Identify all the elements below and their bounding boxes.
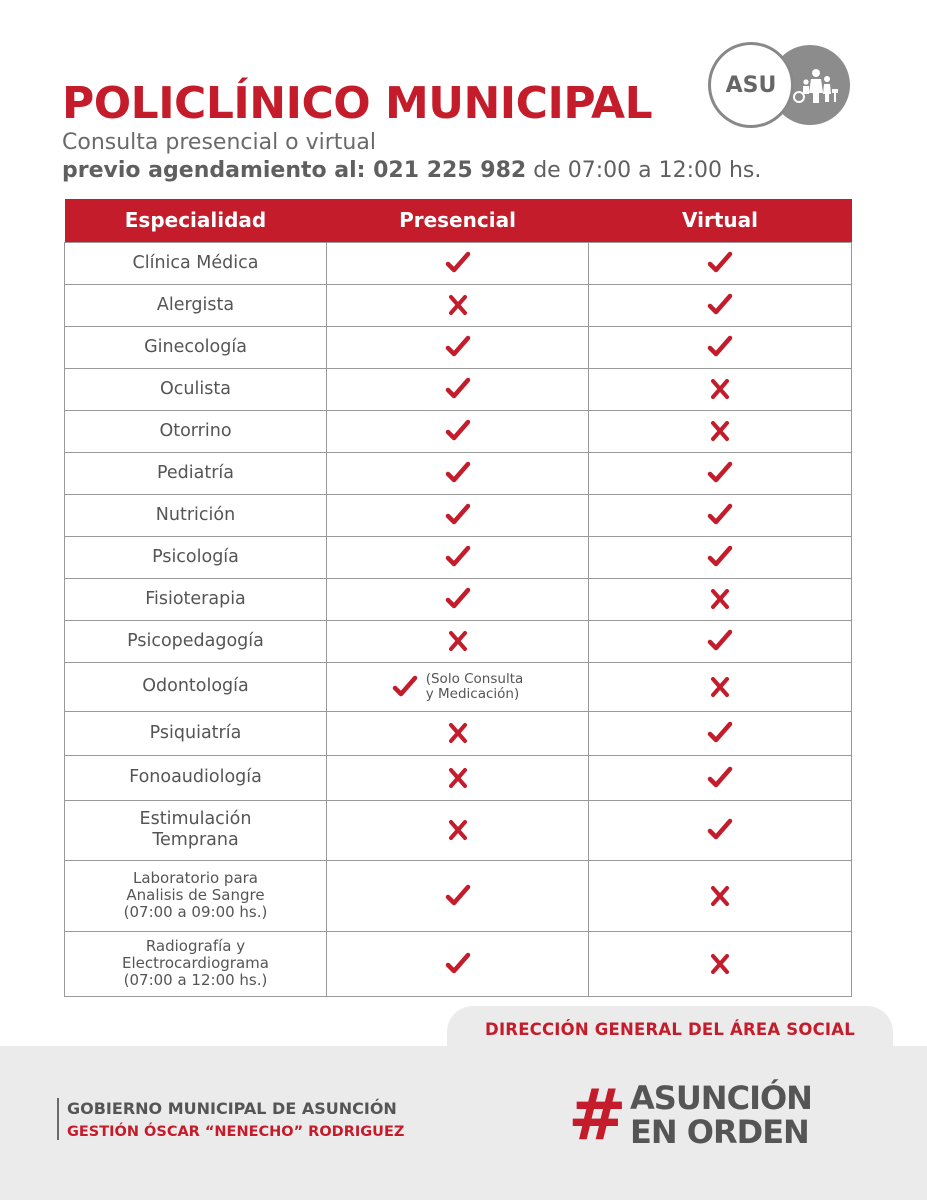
check-mark-icon xyxy=(707,768,733,788)
availability-note-line: y Medicación) xyxy=(425,685,520,702)
cell-virtual xyxy=(589,410,852,452)
check-mark-icon xyxy=(707,820,733,840)
cell-presencial xyxy=(327,800,589,860)
specialty-name xyxy=(65,242,327,284)
cell-virtual xyxy=(589,536,852,578)
cell-presencial xyxy=(327,860,589,931)
gov-line-1: GOBIERNO MUNICIPAL DE ASUNCIÓN xyxy=(67,1099,397,1118)
x-mark-icon xyxy=(707,954,733,974)
asu-logo xyxy=(708,42,850,128)
cell-virtual xyxy=(589,931,852,996)
check-mark-icon xyxy=(445,421,471,441)
check-mark-icon xyxy=(707,723,733,743)
check-mark-icon xyxy=(707,253,733,273)
table-header-row xyxy=(65,199,852,242)
cell-virtual xyxy=(589,284,852,326)
hashtag-symbol: # xyxy=(568,1074,627,1156)
specialty-name xyxy=(65,410,327,452)
cell-virtual xyxy=(589,494,852,536)
specialty-name xyxy=(65,368,327,410)
specialty-name xyxy=(65,755,327,800)
check-mark-icon xyxy=(707,631,733,651)
specialty-name xyxy=(65,800,327,860)
table-row xyxy=(65,620,852,662)
check-mark-icon xyxy=(707,505,733,525)
table-row xyxy=(65,284,852,326)
x-mark-icon xyxy=(445,768,471,788)
availability-note xyxy=(426,672,524,702)
cell-virtual xyxy=(589,620,852,662)
page-title: POLICLÍNICO MUNICIPAL xyxy=(62,78,653,129)
specialty-name-line: Psiquiatría xyxy=(149,722,242,743)
x-mark-icon xyxy=(707,589,733,609)
cell-presencial xyxy=(327,662,589,711)
cell-presencial xyxy=(327,494,589,536)
check-mark-icon xyxy=(445,505,471,525)
specialty-name-line: Analisis de Sangre xyxy=(126,885,265,904)
cell-presencial xyxy=(327,711,589,755)
specialty-name-line: Estimulación xyxy=(139,809,252,829)
specialty-name xyxy=(65,452,327,494)
table-row xyxy=(65,931,852,996)
cell-virtual xyxy=(589,242,852,284)
x-mark-icon xyxy=(445,723,471,743)
hashtag-line-1: ASUNCIÓN xyxy=(630,1079,812,1117)
specialty-name xyxy=(65,662,327,711)
schedule-line xyxy=(62,158,761,183)
check-mark-icon xyxy=(445,886,471,906)
table-row xyxy=(65,662,852,711)
check-mark-icon xyxy=(707,547,733,567)
specialty-name xyxy=(65,578,327,620)
column-header-virtual: Virtual xyxy=(589,199,852,242)
check-mark-icon xyxy=(707,295,733,315)
check-mark-icon xyxy=(445,253,471,273)
x-mark-icon xyxy=(445,820,471,840)
specialty-name-line: Electrocardiograma xyxy=(122,953,269,972)
table-row xyxy=(65,368,852,410)
x-mark-icon xyxy=(445,295,471,315)
specialty-name-line: Psicopedagogía xyxy=(127,630,264,651)
cell-presencial xyxy=(327,931,589,996)
cell-presencial xyxy=(327,755,589,800)
specialty-name xyxy=(65,931,327,996)
check-mark-icon xyxy=(707,337,733,357)
gov-line-2: GESTIÓN ÓSCAR “NENECHO” RODRIGUEZ xyxy=(67,1124,405,1140)
specialty-name-line: Clínica Médica xyxy=(132,252,259,273)
cell-virtual xyxy=(589,860,852,931)
cell-presencial xyxy=(327,452,589,494)
department-label: DIRECCIÓN GENERAL DEL ÁREA SOCIAL xyxy=(485,1019,855,1039)
schedule-phone: previo agendamiento al: 021 225 982 xyxy=(62,158,527,183)
cell-presencial xyxy=(327,620,589,662)
specialty-name-line: Alergista xyxy=(156,294,235,315)
x-mark-icon xyxy=(707,421,733,441)
hashtag-line-2: EN ORDEN xyxy=(630,1113,809,1151)
table-row xyxy=(65,410,852,452)
specialty-name-line: Fisioterapia xyxy=(145,588,246,609)
cell-virtual xyxy=(589,368,852,410)
table-row xyxy=(65,860,852,931)
table-row xyxy=(65,494,852,536)
cell-presencial xyxy=(327,368,589,410)
specialty-name-line: Radiografía y xyxy=(145,936,246,955)
x-mark-icon xyxy=(707,379,733,399)
cell-virtual xyxy=(589,662,852,711)
table-row xyxy=(65,711,852,755)
specialty-name-line: Nutrición xyxy=(155,504,236,525)
availability-note-line: (Solo Consulta xyxy=(425,670,524,687)
table-row xyxy=(65,755,852,800)
specialty-name xyxy=(65,711,327,755)
specialty-name xyxy=(65,536,327,578)
specialty-name-line: Oculista xyxy=(160,378,231,399)
cell-presencial xyxy=(327,284,589,326)
asu-logo-circle xyxy=(708,42,794,128)
check-mark-icon xyxy=(445,337,471,357)
cell-presencial xyxy=(327,242,589,284)
schedule-hours: de 07:00 a 12:00 hs. xyxy=(533,158,762,183)
table-row xyxy=(65,326,852,368)
cell-virtual xyxy=(589,452,852,494)
specialty-name-line: Otorrino xyxy=(159,420,232,441)
check-mark-icon xyxy=(392,677,418,697)
check-mark-icon xyxy=(707,463,733,483)
specialty-name-line: Odontología xyxy=(142,676,249,696)
x-mark-icon xyxy=(707,886,733,906)
column-header-specialty: Especialidad xyxy=(65,199,327,242)
check-mark-icon xyxy=(445,589,471,609)
specialty-name xyxy=(65,494,327,536)
x-mark-icon xyxy=(445,631,471,651)
x-mark-icon xyxy=(707,677,733,697)
cell-presencial xyxy=(327,578,589,620)
subtitle: Consulta presencial o virtual xyxy=(62,130,376,155)
check-mark-icon xyxy=(445,954,471,974)
specialty-name-line: Psicología xyxy=(152,546,239,567)
check-mark-icon xyxy=(445,379,471,399)
specialty-name-line: (07:00 a 12:00 hs.) xyxy=(123,971,268,990)
specialties-table xyxy=(64,199,852,997)
column-header-presencial: Presencial xyxy=(327,199,589,242)
table-row xyxy=(65,536,852,578)
specialty-name xyxy=(65,284,327,326)
specialty-name-line: Pediatría xyxy=(156,462,235,483)
cell-virtual xyxy=(589,711,852,755)
cell-virtual xyxy=(589,755,852,800)
specialty-name xyxy=(65,326,327,368)
gov-divider xyxy=(57,1098,59,1140)
specialty-name xyxy=(65,620,327,662)
table-row xyxy=(65,452,852,494)
cell-virtual xyxy=(589,578,852,620)
cell-presencial xyxy=(327,326,589,368)
check-mark-icon xyxy=(445,463,471,483)
specialty-name-line: (07:00 a 09:00 hs.) xyxy=(123,903,268,922)
specialty-name-line: Fonoaudiología xyxy=(129,767,262,787)
table-row xyxy=(65,800,852,860)
check-mark-icon xyxy=(445,547,471,567)
cell-virtual xyxy=(589,800,852,860)
specialty-name-line: Laboratorio para xyxy=(132,868,259,887)
cell-presencial xyxy=(327,536,589,578)
specialty-name-line: Ginecología xyxy=(144,336,247,357)
cell-virtual xyxy=(589,326,852,368)
table-row xyxy=(65,578,852,620)
cell-presencial xyxy=(327,410,589,452)
table-row xyxy=(65,242,852,284)
specialty-name xyxy=(65,860,327,931)
asu-logo-text: ASU xyxy=(725,72,777,98)
hashtag-logo xyxy=(568,1074,840,1156)
specialty-name-line: Temprana xyxy=(152,830,239,850)
